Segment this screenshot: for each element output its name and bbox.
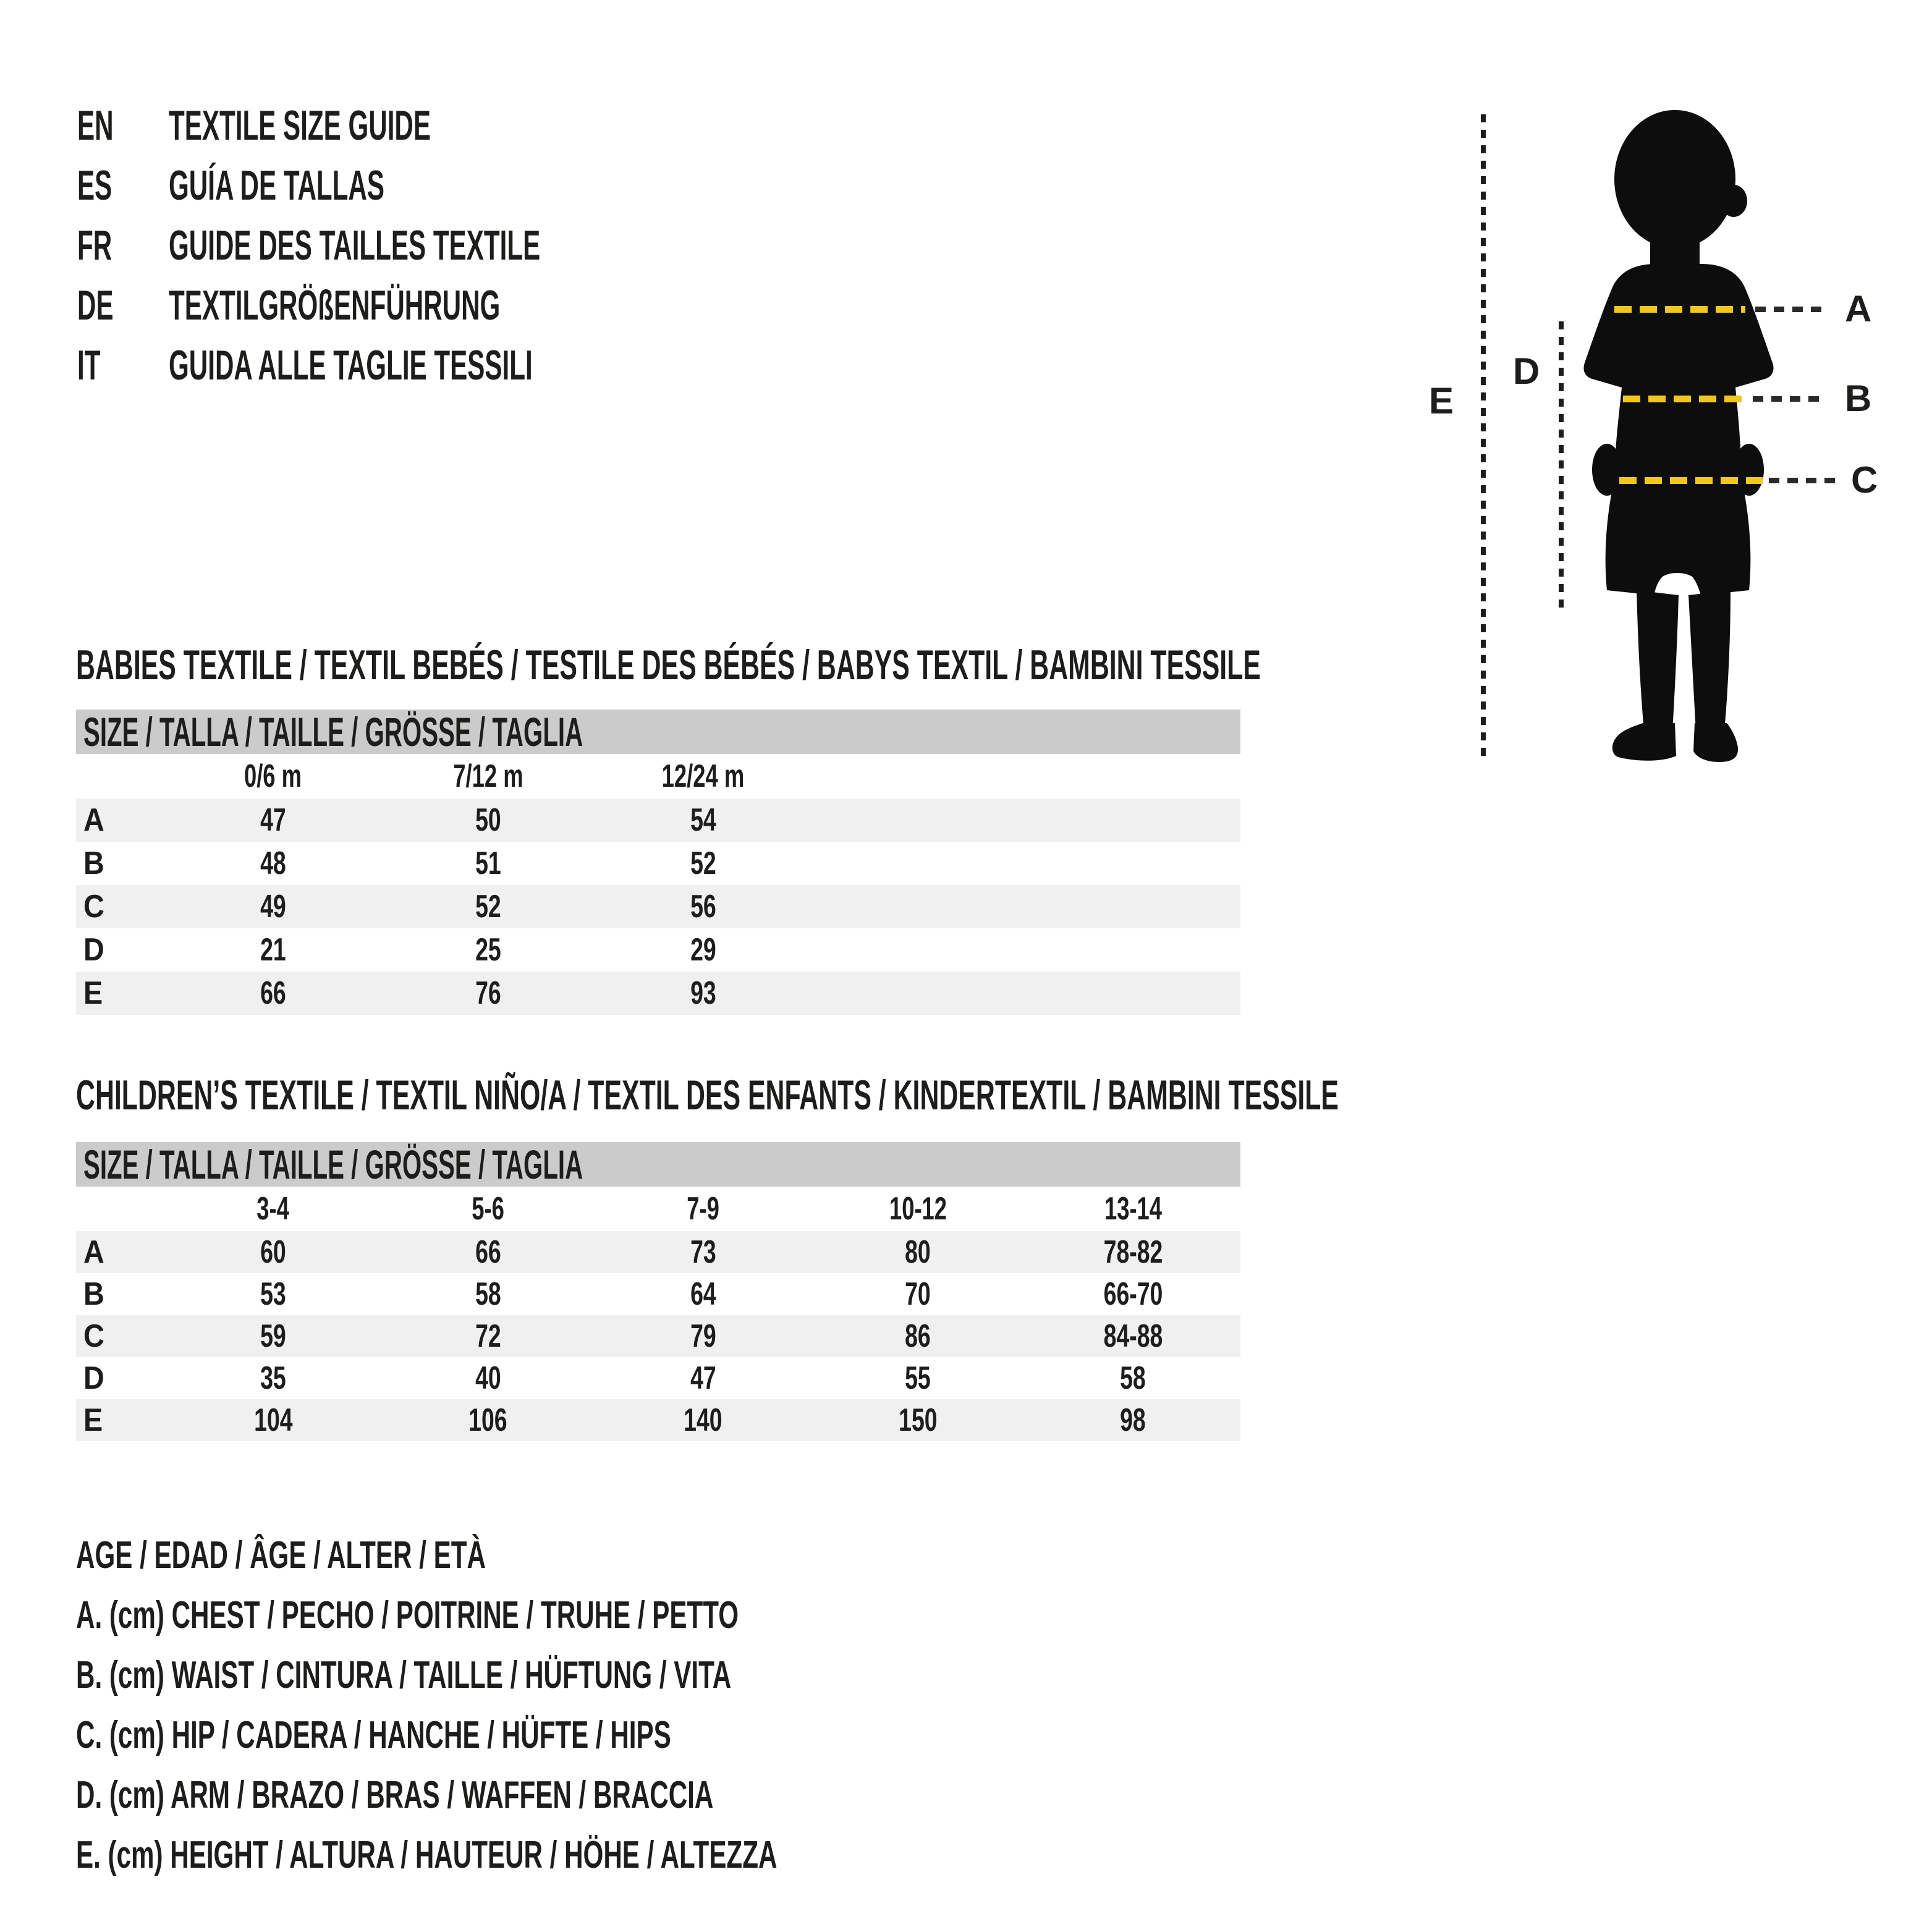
table-cell: 104 — [253, 1402, 293, 1438]
table-cell: 78-82 — [1103, 1234, 1163, 1270]
table-cell: 73 — [690, 1234, 716, 1270]
table-row — [76, 928, 1240, 972]
legend-line: B. (cm) WAIST / CINTURA / TAILLE / HÜFTUNG / VITA — [76, 1654, 732, 1697]
column-header: 7/12 m — [453, 758, 523, 794]
row-label: D — [83, 1360, 104, 1396]
table-cell — [810, 928, 1025, 972]
marker-label-a: A — [1845, 288, 1872, 329]
table-cell: 72 — [475, 1318, 501, 1354]
column-header: 0/6 m — [244, 758, 302, 794]
table-cell: 140 — [684, 1402, 722, 1438]
row-label: E — [83, 975, 103, 1011]
table-row — [76, 1315, 1240, 1357]
table-cell: 106 — [468, 1402, 507, 1438]
table-row — [76, 842, 1240, 885]
children-size-table — [76, 1142, 1240, 1441]
waist-guide-dash — [1753, 396, 1826, 402]
column-header-spacer — [76, 1187, 166, 1231]
marker-label-c: C — [1851, 459, 1878, 501]
chest-guide-dash — [1755, 307, 1828, 312]
table-cell: 35 — [260, 1360, 286, 1396]
language-row — [77, 95, 768, 155]
language-row — [77, 215, 768, 275]
column-header: 12/24 m — [661, 758, 745, 794]
table-cell: 47 — [690, 1360, 716, 1396]
table-cell: 53 — [260, 1276, 286, 1312]
children-table-grid — [76, 1187, 1240, 1441]
column-header: 13-14 — [1104, 1191, 1162, 1227]
measurement-legend — [76, 1525, 1107, 1885]
table-header-bar — [76, 1142, 1240, 1187]
table-cell: 64 — [690, 1276, 716, 1312]
row-label: E — [83, 1402, 103, 1438]
table-row — [76, 885, 1240, 928]
column-header: 10-12 — [889, 1191, 947, 1227]
table-cell — [810, 799, 1025, 842]
table-cell: 58 — [475, 1276, 501, 1312]
waist-measure-dash — [1623, 396, 1742, 402]
table-cell: 47 — [260, 802, 286, 838]
table-row — [76, 972, 1240, 1015]
legend-line: C. (cm) HIP / CADERA / HANCHE / HÜFTE / HIPS — [76, 1714, 671, 1756]
table-cell: 25 — [475, 932, 501, 968]
table-cell: 49 — [260, 889, 286, 925]
language-title-list — [77, 95, 768, 395]
table-row — [76, 1399, 1240, 1441]
table-cell: 70 — [905, 1276, 931, 1312]
guide-title: GUIDE DES TAILLES TEXTILE — [169, 221, 541, 269]
column-header — [1025, 754, 1240, 799]
column-header-row — [76, 1187, 1240, 1231]
table-row — [76, 1231, 1240, 1273]
language-row — [77, 275, 768, 335]
legend-line: A. (cm) CHEST / PECHO / POITRINE / TRUHE / PETTO — [76, 1594, 739, 1637]
table-cell: 59 — [260, 1318, 286, 1354]
row-label: B — [83, 1276, 104, 1312]
hip-measure-dash — [1619, 477, 1763, 484]
marker-label-d: D — [1513, 350, 1540, 392]
column-header: 7-9 — [687, 1191, 719, 1227]
table-cell: 58 — [1120, 1360, 1146, 1396]
language-row — [77, 155, 768, 215]
table-cell: 50 — [475, 802, 501, 838]
table-cell: 150 — [899, 1402, 938, 1438]
row-label: A — [83, 802, 104, 838]
table-cell: 66-70 — [1103, 1276, 1163, 1312]
guide-title: GUÍA DE TALLAS — [169, 161, 384, 209]
column-header-spacer — [76, 754, 166, 799]
marker-label-e: E — [1429, 380, 1454, 422]
table-header-text: SIZE / TALLA / TAILLE / GRÖSSE / TAGLIA — [83, 1142, 583, 1187]
column-header: 5-6 — [472, 1191, 504, 1227]
language-code: EN — [77, 101, 114, 149]
legend-line: D. (cm) ARM / BRAZO / BRAS / WAFFEN / BRACCIA — [76, 1774, 714, 1816]
table-cell: 29 — [690, 932, 716, 968]
chest-measure-dash — [1614, 306, 1745, 313]
table-cell — [810, 842, 1025, 885]
babies-table-grid — [76, 754, 1240, 1015]
table-header-bar — [76, 710, 1240, 754]
table-row — [76, 799, 1240, 842]
table-cell: 86 — [905, 1318, 931, 1354]
table-cell: 48 — [260, 845, 286, 881]
row-label: D — [83, 932, 104, 968]
column-header — [810, 754, 1025, 799]
guide-title: TEXTILE SIZE GUIDE — [169, 101, 431, 149]
table-cell — [1025, 885, 1240, 928]
table-row — [76, 1357, 1240, 1399]
row-label: C — [83, 1318, 104, 1354]
table-cell: 52 — [690, 845, 716, 881]
legend-line: E. (cm) HEIGHT / ALTURA / HAUTEUR / HÖHE / ALTEZZA — [76, 1834, 777, 1876]
table-cell: 40 — [475, 1360, 501, 1396]
table-cell: 79 — [690, 1318, 716, 1354]
row-label: C — [83, 889, 104, 925]
language-row — [77, 335, 768, 395]
table-cell — [1025, 799, 1240, 842]
table-header-text: SIZE / TALLA / TAILLE / GRÖSSE / TAGLIA — [83, 710, 583, 754]
table-cell — [1025, 842, 1240, 885]
table-cell: 84-88 — [1103, 1318, 1163, 1354]
table-cell: 52 — [475, 889, 501, 925]
language-code: DE — [77, 281, 114, 329]
table-row — [76, 1273, 1240, 1315]
table-cell: 21 — [260, 932, 286, 968]
guide-title: GUIDA ALLE TAGLIE TESSILI — [169, 341, 533, 389]
babies-section-title: BABIES TEXTILE / TEXTIL BEBÉS / TESTILE DES BÉBÉS / BABYS TEXTIL / BAMBINI TESSILE — [76, 642, 1261, 688]
table-cell: 76 — [475, 975, 501, 1011]
table-cell: 66 — [260, 975, 286, 1011]
language-code: FR — [77, 221, 112, 269]
children-section-title: CHILDREN’S TEXTILE / TEXTIL NIÑO/A / TEXTIL DES ENFANTS / KINDERTEXTIL / BAMBINI TESSILE — [76, 1072, 1339, 1119]
table-cell: 60 — [260, 1234, 286, 1270]
row-label: A — [83, 1234, 104, 1270]
column-header-row — [76, 754, 1240, 799]
hip-guide-dash — [1769, 478, 1840, 483]
table-cell: 93 — [690, 975, 716, 1011]
table-cell — [1025, 928, 1240, 972]
column-header: 3-4 — [256, 1191, 290, 1227]
language-code: ES — [77, 161, 112, 209]
table-cell: 80 — [905, 1234, 931, 1270]
marker-label-b: B — [1845, 378, 1872, 419]
table-cell — [1025, 972, 1240, 1015]
babies-size-table — [76, 710, 1240, 1015]
legend-line: AGE / EDAD / ÂGE / ALTER / ETÀ — [76, 1534, 486, 1577]
row-label: B — [83, 845, 104, 881]
table-cell: 56 — [690, 889, 716, 925]
language-code: IT — [77, 341, 101, 389]
table-cell: 66 — [475, 1234, 501, 1270]
table-cell — [810, 885, 1025, 928]
table-cell: 98 — [1120, 1402, 1146, 1438]
guide-title: TEXTILGRÖßENFÜHRUNG — [169, 281, 501, 329]
table-cell: 51 — [475, 845, 501, 881]
table-cell — [810, 972, 1025, 1015]
table-cell: 54 — [690, 802, 716, 838]
table-cell: 55 — [905, 1360, 931, 1396]
